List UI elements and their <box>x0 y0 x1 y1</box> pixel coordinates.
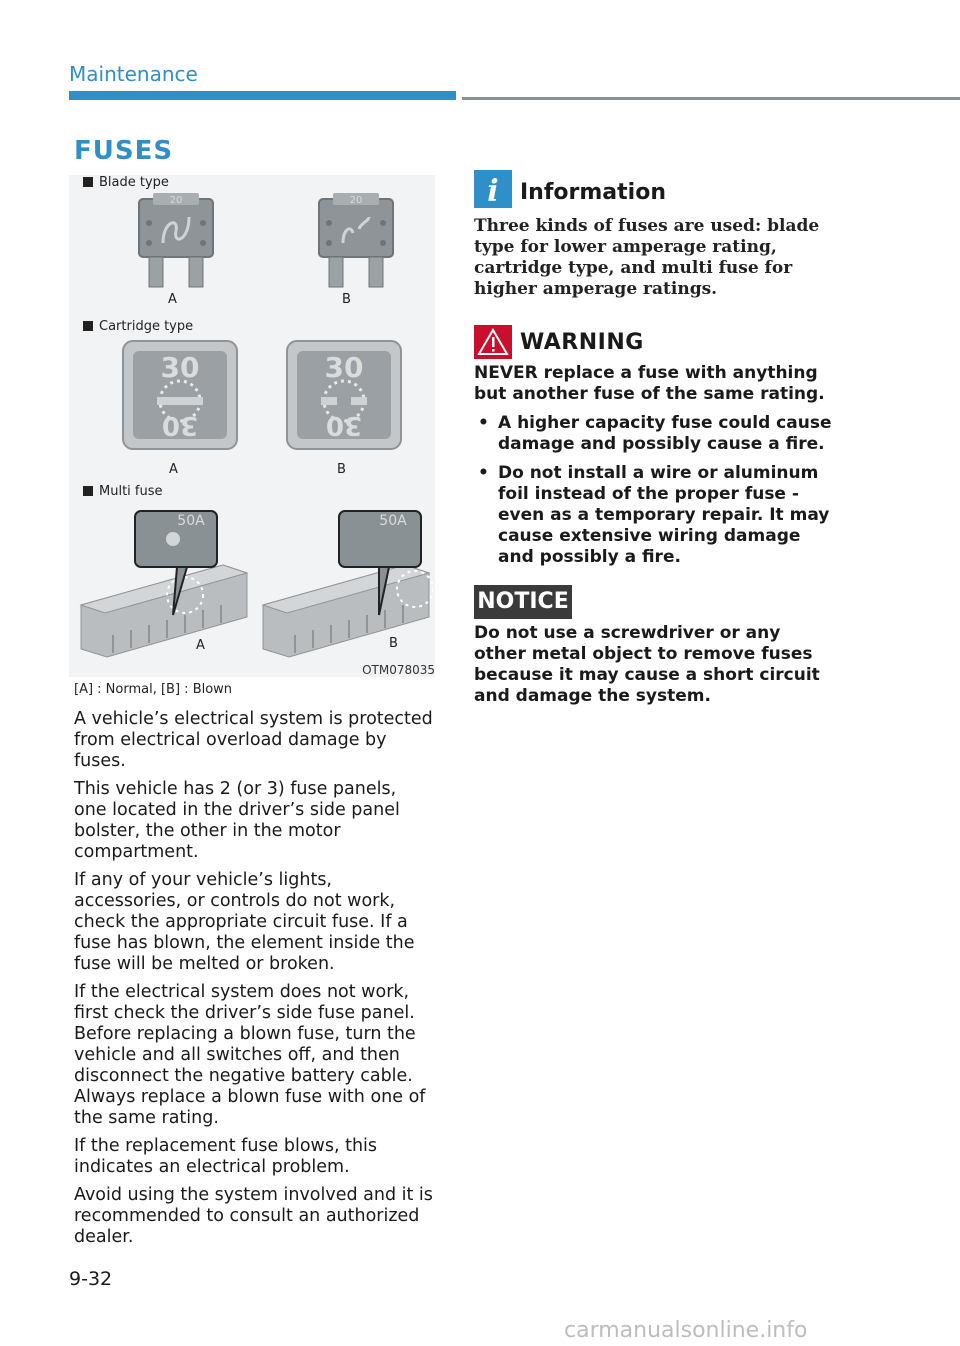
warning-body <box>474 363 832 576</box>
fuse-illustration <box>69 175 435 677</box>
blade-label-a: A <box>168 292 177 307</box>
blade-rating-text: 20 <box>349 195 363 206</box>
blade-rating-text: 20 <box>169 195 183 206</box>
body-paragraph: Avoid using the system involved and it is recommended to consult an authorized dealer. <box>74 1185 433 1247</box>
notice-text: Do not use a screwdriver or any other metal object to remove fuses because it may cause a short circuit and damage the system. <box>474 623 820 706</box>
cartridge-rating-text: 30 <box>324 351 364 384</box>
info-icon <box>474 170 512 208</box>
body-paragraph: If the replacement fuse blows, this indicates an electrical problem. <box>74 1136 378 1177</box>
section-title: FUSES <box>74 136 174 166</box>
cartridge-fuse-a-image <box>121 339 239 451</box>
body-paragraph: This vehicle has 2 (or 3) fuse panels, one located in the driver’s side panel bolster, the other in the motor compartment. <box>74 779 400 862</box>
blade-type-label: Blade type <box>83 175 169 190</box>
warning-bullet: • A higher capacity fuse could cause damage and possibly cause a fire. <box>474 413 832 455</box>
header-accent-bar <box>69 91 456 100</box>
cartridge-rating-text-inverted: 30 <box>161 410 199 440</box>
header-divider <box>462 97 960 100</box>
figure-code: OTM078035 <box>362 663 435 677</box>
multi-label-b: B <box>389 636 398 651</box>
blade-label-b: B <box>342 292 351 307</box>
cartridge-rating-text-inverted: 30 <box>325 410 363 440</box>
body-paragraph: If any of your vehicle’s lights, accessories, or controls do not work, check the appropriate circuit fuse. If a fuse has blown, the element inside the fuse will be melted or broken. <box>74 870 415 974</box>
multi-label-a: A <box>196 638 205 653</box>
warning-triangle-icon <box>474 325 512 359</box>
information-text: Three kinds of fuses are used: blade type for lower amperage rating, cartridge type, and multi fuse for higher amperage ratings. <box>474 216 820 299</box>
figure-caption: [A] : Normal, [B] : Blown <box>74 682 233 697</box>
cartridge-type-label: Cartridge type <box>83 319 193 334</box>
blade-fuse-a-image <box>135 193 217 289</box>
svg-text:i: i <box>487 174 499 208</box>
body-paragraph: If the electrical system does not work, first check the driver’s side fuse panel. Before replacing a blown fuse, turn the vehicle and all switches off, and then disconnect the negative battery cable. Always replace a blown fuse with one of the same rating. <box>74 982 426 1128</box>
cartridge-fuse-b-image <box>285 339 403 451</box>
body-paragraph: A vehicle’s electrical system is protected from electrical overload damage by fuses. <box>74 709 433 771</box>
multi-fuse-b-image <box>255 509 433 659</box>
cartridge-label-b: B <box>337 462 346 477</box>
cartridge-label-a: A <box>169 462 178 477</box>
blade-fuse-b-image <box>315 193 397 289</box>
cartridge-rating-text: 30 <box>160 351 200 384</box>
multi-fuse-label: Multi fuse <box>83 484 163 499</box>
warning-title: WARNING <box>520 330 644 355</box>
multi-rating-text: 50A <box>177 513 205 529</box>
watermark: carmanualsonline.info <box>564 1318 808 1343</box>
header-title: Maintenance <box>69 62 198 86</box>
body-text <box>74 709 434 1255</box>
warning-list <box>474 413 832 568</box>
notice-title: NOTICE <box>474 585 572 619</box>
page-number: 9-32 <box>69 1268 113 1290</box>
warning-intro: NEVER replace a fuse with anything but another fuse of the same rating. <box>474 363 825 404</box>
multi-rating-text: 50A <box>379 513 407 529</box>
multi-fuse-a-image <box>73 509 251 659</box>
information-title: Information <box>520 180 666 205</box>
warning-bullet: • Do not install a wire or aluminum foil instead of the proper fuse - even as a temporary repair. It may cause extensive wiring damage and possibly a fire. <box>474 463 832 568</box>
